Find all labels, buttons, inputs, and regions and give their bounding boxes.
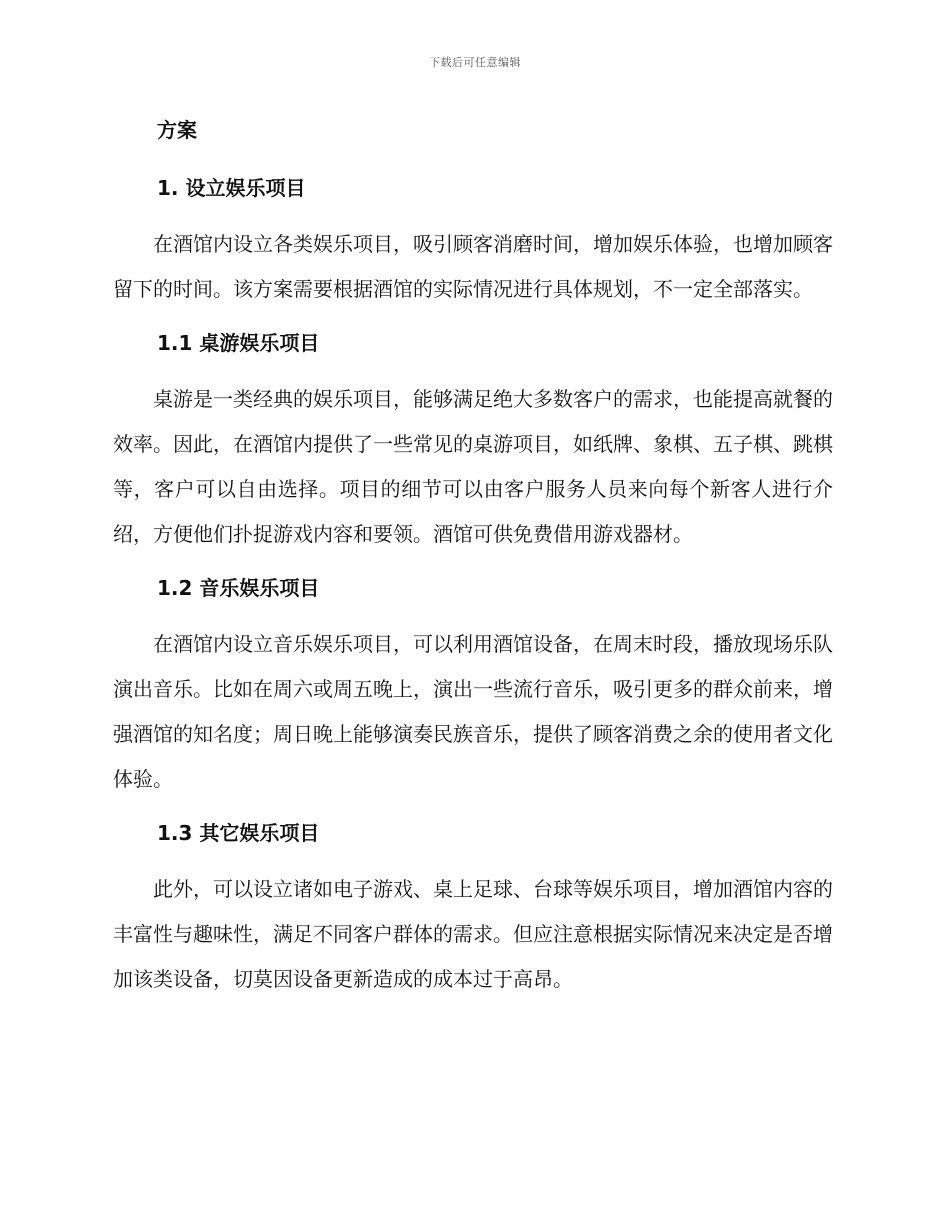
section-heading-1: 1. 设立娱乐项目 xyxy=(157,176,306,200)
section-heading-1-1: 1.1 桌游娱乐项目 xyxy=(157,331,320,355)
section-paragraph-1: 在酒馆内设立各类娱乐项目，吸引顾客消磨时间，增加娱乐体验，也增加顾客留下的时间。该方案需要根据酒馆的实际情况进行具体规划，不一定全部落实。 xyxy=(113,232,833,301)
section-paragraph-1-2: 在酒馆内设立音乐娱乐项目，可以利用酒馆设备，在周末时段，播放现场乐队演出音乐。比如在周六或周五晚上，演出一些流行音乐，吸引更多的群众前来，增强酒馆的知名度；周日晚上能够演奏民族音乐，提供了顾客消费之余的使用者文化体验。 xyxy=(113,632,833,791)
page-header-note: 下载后可任意编辑 xyxy=(429,56,521,69)
document-body xyxy=(113,110,833,1013)
section-paragraph-1-3: 此外，可以设立诸如电子游戏、桌上足球、台球等娱乐项目，增加酒馆内容的丰富性与趣味性，满足不同客户群体的需求。但应注意根据实际情况来决定是否增加该类设备，切莫因设备更新造成的成本过于高昂。 xyxy=(113,877,833,991)
section-heading-1-3: 1.3 其它娱乐项目 xyxy=(157,821,320,845)
section-paragraph-1-1: 桌游是一类经典的娱乐项目，能够满足绝大多数客户的需求，也能提高就餐的效率。因此，在酒馆内提供了一些常见的桌游项目，如纸牌、象棋、五子棋、跳棋等，客户可以自由选择。项目的细节可以由客户服务人员来向每个新客人进行介绍，方便他们扑捉游戏内容和要领。酒馆可供免费借用游戏器材。 xyxy=(113,387,833,546)
section-heading-1-2: 1.2 音乐娱乐项目 xyxy=(157,576,320,600)
document-title: 方案 xyxy=(157,118,197,142)
